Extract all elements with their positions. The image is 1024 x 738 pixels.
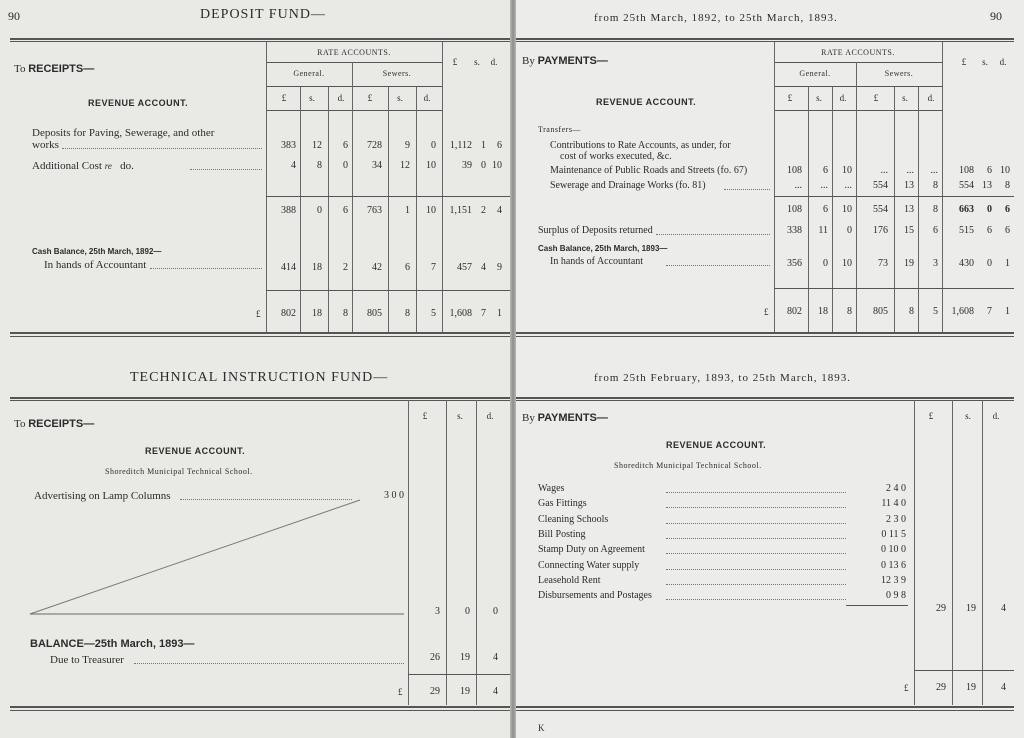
cell: 1,608	[449, 308, 472, 319]
deposit-fund-title: DEPOSIT FUND—	[200, 7, 326, 22]
tech-item-label: Connecting Water supply	[538, 560, 640, 571]
cell: 10	[426, 160, 436, 171]
cell: 8	[343, 308, 348, 319]
cell: 4	[1001, 682, 1006, 693]
cell: 19	[460, 686, 470, 697]
left-page	[0, 0, 510, 738]
cell: 6	[497, 140, 502, 151]
cell: ...	[844, 180, 852, 191]
balance-label: BALANCE—25th March, 1893—	[30, 638, 195, 650]
advertising-amount: 3 0 0	[384, 490, 404, 501]
cell: 2	[343, 262, 348, 273]
rate-accounts-header: RATE ACCOUNTS.	[317, 48, 391, 57]
tech-item-label: Cleaning Schools	[538, 514, 609, 525]
pound-header: £	[928, 411, 934, 421]
cell: 4	[493, 686, 498, 697]
cell: 3	[435, 606, 440, 617]
tech-item-amount: 2 3 0	[886, 514, 906, 525]
cell: 383	[281, 140, 296, 151]
cell: ...	[930, 165, 938, 176]
cell: 2	[481, 205, 486, 216]
cell: 19	[966, 682, 976, 693]
payments-heading: By PAYMENTS—	[522, 55, 608, 67]
cell: 10	[426, 205, 436, 216]
cell: 176	[873, 225, 888, 236]
signature-mark: K	[538, 723, 545, 733]
tech-item-label: Stamp Duty on Agreement	[538, 544, 645, 555]
cell: ...	[880, 165, 888, 176]
general-shilling-header: s.	[309, 93, 315, 103]
tech-item-amount: 2 4 0	[886, 483, 906, 494]
tech-receipts-heading: To RECEIPTS—	[14, 418, 95, 430]
cell: 9	[497, 262, 502, 273]
tech-revenue-account: REVENUE ACCOUNT.	[145, 446, 246, 456]
cell: 4	[497, 205, 502, 216]
cell: 8	[1005, 180, 1010, 191]
cell: 73	[878, 258, 888, 269]
sewers-header: Sewers.	[382, 69, 412, 78]
cell: 8	[933, 180, 938, 191]
cell: 1,112	[449, 140, 472, 151]
contrib-label: Contributions to Rate Accounts, as under, for	[550, 140, 731, 151]
sewerage-label: Sewerage and Drainage Works (fo. 81)	[550, 180, 706, 191]
pound-header: £	[961, 57, 967, 67]
cell: ...	[794, 180, 802, 191]
page-number-left: 90	[8, 9, 20, 23]
cell: 6	[933, 225, 938, 236]
revenue-account-label: REVENUE ACCOUNT.	[596, 97, 697, 107]
total-shilling-header: s.	[474, 57, 480, 67]
cell: 0	[493, 606, 498, 617]
pound-sign: £	[764, 307, 769, 317]
cell: 7	[987, 306, 992, 317]
cell: 10	[842, 165, 852, 176]
total-pound-header: £	[452, 57, 458, 67]
technical-period: from 25th February, 1893, to 25th March, 1893.	[594, 372, 852, 384]
cell: 8	[847, 306, 852, 317]
cell: 3	[933, 258, 938, 269]
cell: 6	[1005, 204, 1010, 215]
cell: 5	[933, 306, 938, 317]
cell: 515	[959, 225, 974, 236]
cell: 18	[818, 306, 828, 317]
additional-cost-label: Additional Cost re do.	[32, 160, 134, 172]
cell: 805	[873, 306, 888, 317]
cell: 8	[317, 160, 322, 171]
shilling-header: s.	[982, 57, 988, 67]
cell: 10	[1000, 165, 1010, 176]
tech-item-amount: 12 3 9	[881, 575, 906, 586]
tech-item-amount: 0 10 0	[881, 544, 906, 555]
cell: 0	[431, 140, 436, 151]
cell: 34	[372, 160, 382, 171]
sewers-pence-header: d.	[927, 93, 935, 103]
cell: 802	[281, 308, 296, 319]
cell: 6	[987, 225, 992, 236]
cell: 10	[492, 160, 502, 171]
general-pound-header: £	[281, 93, 287, 103]
cell: 8	[405, 308, 410, 319]
cash-balance-label: Cash Balance, 25th March, 1893—	[538, 244, 668, 253]
cell: 6	[987, 165, 992, 176]
cell: 19	[460, 652, 470, 663]
cell: 39	[462, 160, 472, 171]
cell: 10	[842, 258, 852, 269]
due-treasurer-label: Due to Treasurer	[50, 654, 124, 666]
cell: 11	[818, 225, 828, 236]
cell: 1	[405, 205, 410, 216]
cell: 1	[497, 308, 502, 319]
cell: 0	[987, 258, 992, 269]
pound-sign: £	[256, 309, 261, 319]
sewers-header: Sewers.	[884, 69, 914, 78]
cell: ...	[820, 180, 828, 191]
deposits-row-label-cont: works	[32, 139, 59, 151]
cell: ...	[906, 165, 914, 176]
pound-sign: £	[398, 687, 403, 697]
cell: 8	[909, 306, 914, 317]
cell: 15	[904, 225, 914, 236]
tech-item-amount: 0 11 5	[881, 529, 906, 540]
general-header: General.	[293, 69, 325, 78]
pence-header: d.	[992, 411, 1000, 421]
cell: 13	[904, 204, 914, 215]
cell: 663	[959, 204, 974, 215]
diagonal-cancel-line	[0, 0, 510, 738]
cell: 338	[787, 225, 802, 236]
cell: 9	[405, 140, 410, 151]
cell: 4	[481, 262, 486, 273]
cell: 554	[873, 204, 888, 215]
shilling-header: s.	[965, 411, 971, 421]
cell: 0	[317, 205, 322, 216]
cell: 763	[367, 205, 382, 216]
pence-header: d.	[486, 411, 494, 421]
cell: 554	[873, 180, 888, 191]
cell: 0	[823, 258, 828, 269]
cell: 0	[987, 204, 992, 215]
general-pence-header: d.	[337, 93, 345, 103]
cell: 12	[400, 160, 410, 171]
cell: 805	[367, 308, 382, 319]
cell: 0	[343, 160, 348, 171]
cell: 1	[481, 140, 486, 151]
sewers-pound-header: £	[367, 93, 373, 103]
cell: 6	[1005, 225, 1010, 236]
tech-item-amount: 0 9 8	[886, 590, 906, 601]
tech-item-label: Disbursements and Postages	[538, 590, 652, 601]
cell: 12	[312, 140, 322, 151]
cell: 18	[312, 262, 322, 273]
cell: 19	[904, 258, 914, 269]
cell: 13	[982, 180, 992, 191]
sewers-pound-header: £	[873, 93, 879, 103]
cell: 1,151	[449, 205, 472, 216]
pound-header: £	[422, 411, 428, 421]
cell: 29	[430, 686, 440, 697]
cell: 1	[1005, 258, 1010, 269]
sewers-pence-header: d.	[423, 93, 431, 103]
tech-item-amount: 0 13 6	[881, 560, 906, 571]
receipts-heading: To RECEIPTS—	[14, 63, 95, 75]
cell: 1,608	[951, 306, 974, 317]
cell: 6	[405, 262, 410, 273]
surplus-label: Surplus of Deposits returned	[538, 225, 653, 236]
in-hands-label: In hands of Accountant	[550, 256, 644, 267]
cell: 6	[823, 165, 828, 176]
tech-revenue-account: REVENUE ACCOUNT.	[666, 440, 767, 450]
general-header: General.	[799, 69, 831, 78]
general-pence-header: d.	[839, 93, 847, 103]
deposit-period: from 25th March, 1892, to 25th March, 1893.	[594, 12, 838, 24]
cell: 10	[842, 204, 852, 215]
cell: 108	[959, 165, 974, 176]
cell: 6	[343, 205, 348, 216]
advertising-label: Advertising on Lamp Columns	[34, 490, 171, 502]
cell: 4	[493, 652, 498, 663]
cell: 19	[966, 603, 976, 614]
cell: 29	[936, 682, 946, 693]
total-pence-header: d.	[490, 57, 498, 67]
cell: 430	[959, 258, 974, 269]
cell: 108	[787, 165, 802, 176]
cell: 0	[465, 606, 470, 617]
maintenance-label: Maintenance of Public Roads and Streets (fo. 67)	[550, 165, 748, 176]
deposits-row-label: Deposits for Paving, Sewerage, and other	[32, 127, 215, 139]
pence-header: d.	[999, 57, 1007, 67]
cell: 6	[343, 140, 348, 151]
tech-payments-heading: By PAYMENTS—	[522, 412, 608, 424]
cell: 388	[281, 205, 296, 216]
page-number-right: 90	[990, 9, 1002, 23]
sewers-shilling-header: s.	[397, 93, 403, 103]
cell: 457	[457, 262, 472, 273]
tech-item-label: Wages	[538, 483, 565, 494]
shilling-header: s.	[457, 411, 463, 421]
cell: 4	[1001, 603, 1006, 614]
tech-school-label: Shoreditch Municipal Technical School.	[105, 467, 253, 476]
general-pound-header: £	[787, 93, 793, 103]
revenue-account-label: REVENUE ACCOUNT.	[88, 98, 189, 108]
cell: 6	[823, 204, 828, 215]
pound-sign: £	[904, 683, 909, 693]
tech-item-label: Gas Fittings	[538, 498, 587, 509]
tech-item-label: Bill Posting	[538, 529, 586, 540]
cash-balance-label: Cash Balance, 25th March, 1892—	[32, 247, 162, 256]
cell: 0	[481, 160, 486, 171]
cell: 356	[787, 258, 802, 269]
cell: 8	[933, 204, 938, 215]
cell: 7	[431, 262, 436, 273]
cell: 26	[430, 652, 440, 663]
cell: 414	[281, 262, 296, 273]
tech-school-label: Shoreditch Municipal Technical School.	[614, 461, 762, 470]
right-page	[516, 0, 1024, 738]
cell: 18	[312, 308, 322, 319]
cell: 554	[959, 180, 974, 191]
technical-fund-title: TECHNICAL INSTRUCTION FUND—	[130, 370, 389, 385]
cell: 4	[291, 160, 296, 171]
cell: 7	[481, 308, 486, 319]
rate-accounts-header: RATE ACCOUNTS.	[821, 48, 895, 57]
cell: 108	[787, 204, 802, 215]
contrib-label-cont: cost of works executed, &c.	[560, 151, 672, 162]
cell: 728	[367, 140, 382, 151]
cell: 29	[936, 603, 946, 614]
cell: 5	[431, 308, 436, 319]
tech-item-label: Leasehold Rent	[538, 575, 601, 586]
cell: 0	[847, 225, 852, 236]
tech-item-amount: 11 4 0	[881, 498, 906, 509]
in-hands-label: In hands of Accountant	[44, 259, 147, 271]
sewers-shilling-header: s.	[902, 93, 908, 103]
cell: 13	[904, 180, 914, 191]
general-shilling-header: s.	[816, 93, 822, 103]
transfers-label: Transfers—	[538, 125, 581, 134]
cell: 802	[787, 306, 802, 317]
cell: 1	[1005, 306, 1010, 317]
cell: 42	[372, 262, 382, 273]
